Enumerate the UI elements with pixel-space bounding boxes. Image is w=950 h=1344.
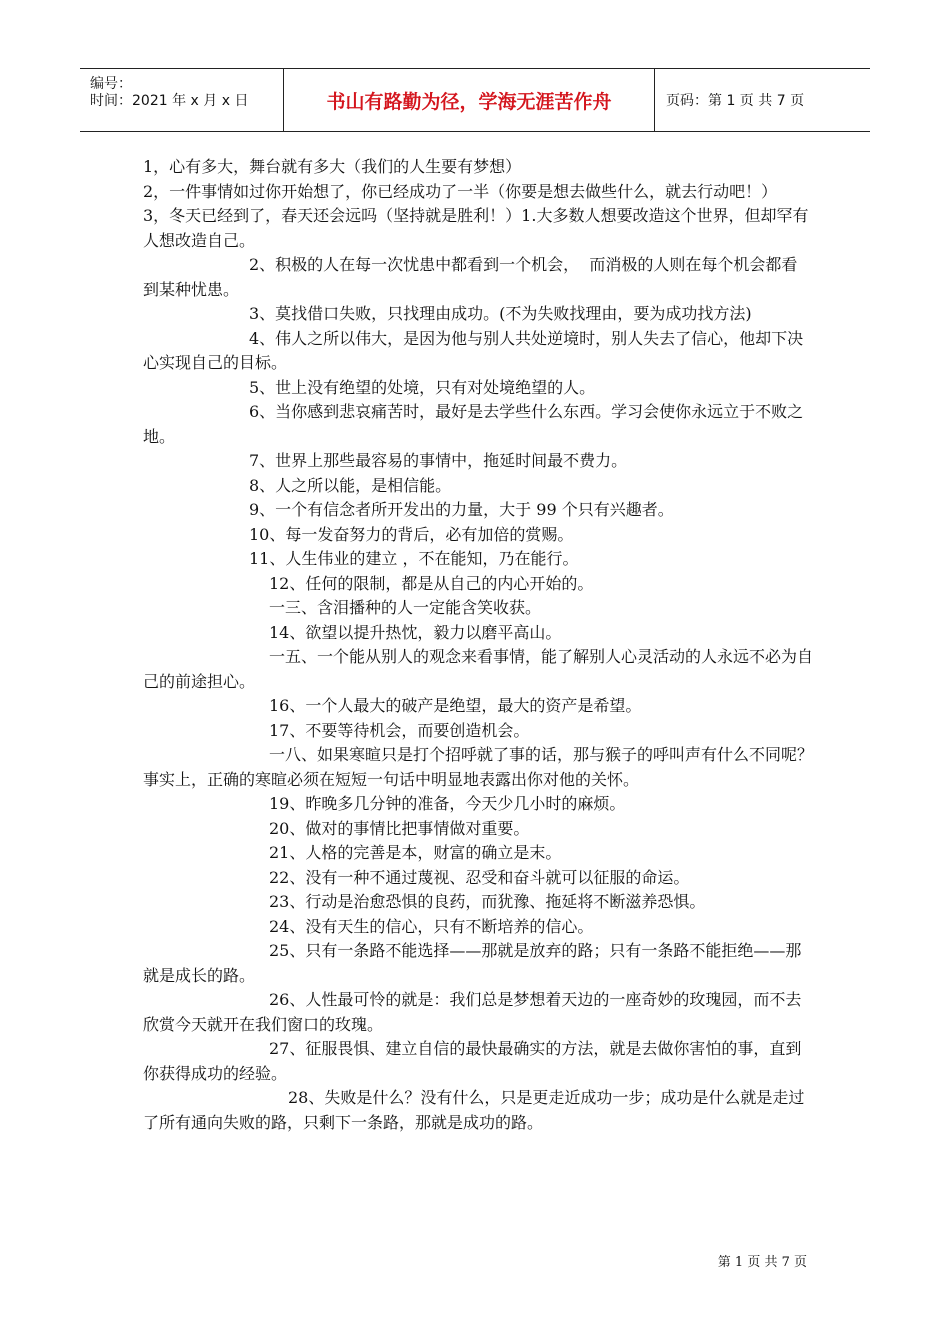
body-paragraph: 14、欲望以提升热忱，毅力以磨平高山。 [269, 622, 562, 642]
body-paragraph: 22、没有一种不通过蔑视、忍受和奋斗就可以征服的命运。 [269, 867, 690, 887]
body-paragraph: 27、征服畏惧、建立自信的最快最确实的方法，就是去做你害怕的事，直到你获得成功的经验。 [143, 1039, 802, 1083]
body-paragraph: 一三、含泪播种的人一定能含笑收获。 [269, 598, 542, 617]
header-page-number: 页码：第 1 页 共 7 页 [666, 93, 805, 109]
body-paragraph: 26、人性最可怜的就是：我们总是梦想着天边的一座奇妙的玫瑰园，而不去欣赏今天就开在我们窗口的玫瑰。 [143, 990, 802, 1034]
body-paragraph: 一五、一个能从别人的观念来看事情，能了解别人心灵活动的人永远不必为自己的前途担心。 [143, 647, 814, 691]
document-date-label: 时间：2021 年 x 月 x 日 [90, 93, 249, 109]
body-paragraph: 6、当你感到悲哀痛苦时，最好是去学些什么东西。学习会使你永远立于不败之地。 [143, 402, 804, 446]
body-paragraph: 8、人之所以能，是相信能。 [249, 475, 452, 495]
body-paragraph: 9、一个有信念者所开发出的力量，大于 99 个只有兴趣者。 [249, 500, 674, 519]
body-paragraph: 20、做对的事情比把事情做对重要。 [269, 818, 530, 838]
body-paragraph: 一八、如果寒暄只是打个招呼就了事的话，那与猴子的呼叫声有什么不同呢？ [269, 745, 814, 764]
header-motto: 书山有路勤为径，学海无涯苦作舟 [283, 69, 655, 131]
body-paragraph: 25、只有一条路不能选择——那就是放弃的路；只有一条路不能拒绝——那就是成长的路。 [143, 941, 802, 985]
body-paragraph: 12、任何的限制，都是从自己的内心开始的。 [269, 573, 594, 593]
body-paragraph: 24、没有天生的信心，只有不断培养的信心。 [269, 916, 594, 936]
header-page-cell [654, 69, 870, 131]
body-paragraph: 28、失败是什么？没有什么，只是更走近成功一步；成功是什么就是走过了所有通向失败的路，只剩下一条路，那就是成功的路。 [143, 1088, 805, 1132]
body-paragraph: 17、不要等待机会，而要创造机会。 [269, 720, 530, 740]
header-info-cell [80, 69, 283, 131]
body-paragraph: 10、每一发奋努力的背后，必有加倍的赏赐。 [249, 524, 574, 544]
body-paragraph: 3，冬天已经到了，春天还会远吗（坚持就是胜利！）1.大多数人想要改造这个世界，但却罕有人想改造自己。 [143, 206, 809, 250]
body-paragraph: 23、行动是治愈恐惧的良药，而犹豫、拖延将不断滋养恐惧。 [269, 892, 706, 911]
body-paragraph: 5、世上没有绝望的处境，只有对处境绝望的人。 [249, 377, 596, 397]
body-paragraph: 3、莫找借口失败，只找理由成功。(不为失败找理由，要为成功找方法) [249, 304, 752, 323]
page-header [80, 68, 870, 132]
body-paragraph: 21、人格的完善是本，财富的确立是末。 [269, 843, 562, 862]
body-paragraph: 16、一个人最大的破产是绝望，最大的资产是希望。 [269, 696, 642, 715]
page-footer-number: 第 1 页 共 7 页 [717, 1255, 807, 1270]
body-paragraph: 2，一件事情如过你开始想了，你已经成功了一半（你要是想去做些什么，就去行动吧！） [143, 181, 778, 201]
body-paragraph: 1，心有多大，舞台就有多大（我们的人生要有梦想） [143, 157, 522, 176]
body-paragraph: 7、世界上那些最容易的事情中，拖延时间最不费力。 [249, 451, 628, 470]
body-paragraph: 事实上，正确的寒暄必须在短短一句话中明显地表露出你对他的关怀。 [143, 769, 640, 789]
document-number-label: 编号： [90, 76, 132, 92]
document-body [143, 155, 813, 1135]
body-paragraph: 19、昨晚多几分钟的准备，今天少几小时的麻烦。 [269, 794, 626, 813]
body-paragraph: 11、人生伟业的建立 ，不在能知，乃在能行。 [249, 549, 579, 568]
body-paragraph: 4、伟人之所以伟大，是因为他与别人共处逆境时，别人失去了信心，他却下决心实现自己的目标。 [143, 328, 804, 372]
body-paragraph: 2、积极的人在每一次忧患中都看到一个机会， 而消极的人则在每个机会都看到某种忧患。 [143, 255, 798, 299]
